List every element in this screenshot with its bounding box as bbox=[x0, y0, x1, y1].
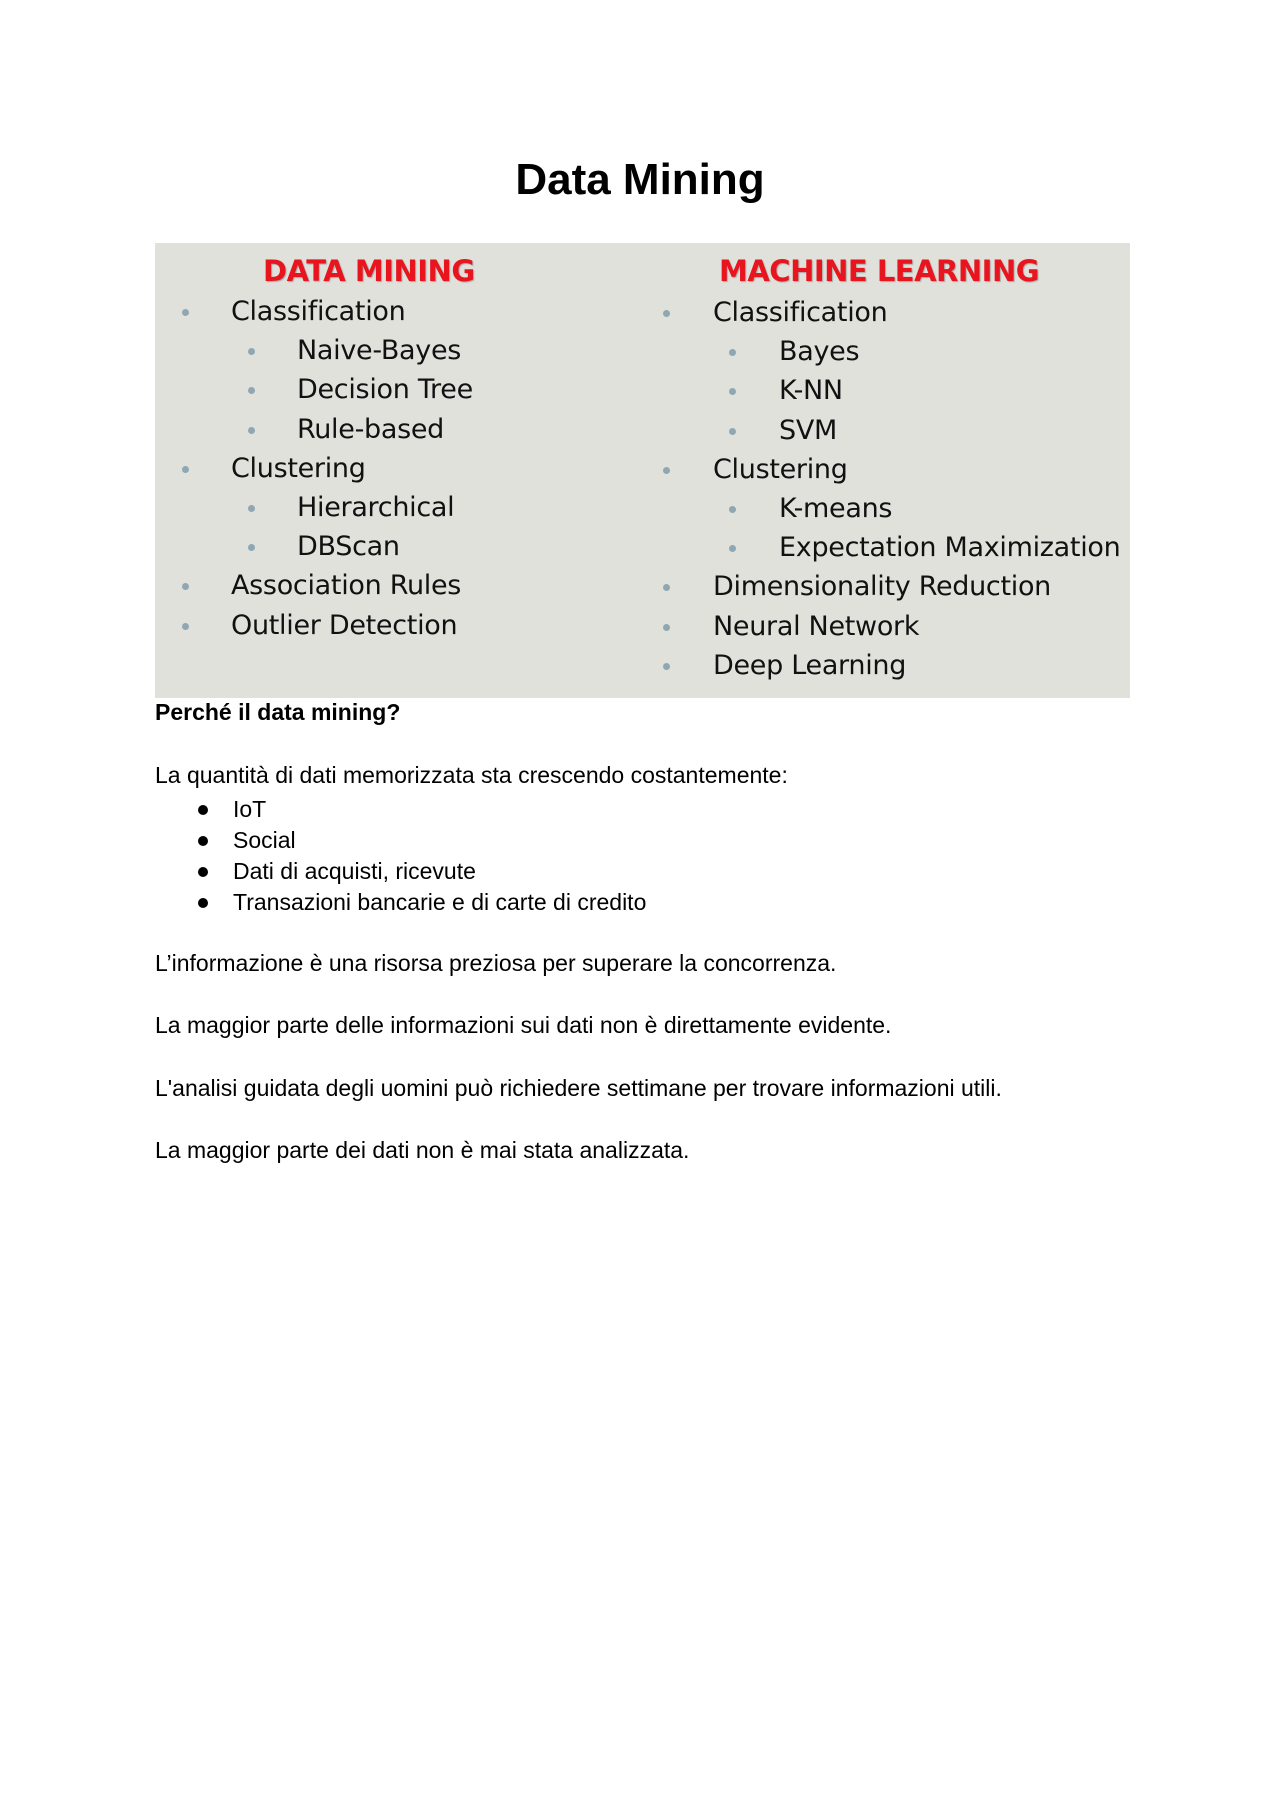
bullet-icon bbox=[248, 387, 255, 394]
list-item-label: Social bbox=[233, 827, 296, 853]
bullet-icon bbox=[248, 544, 255, 551]
data-mining-heading: DATA MINING bbox=[263, 254, 475, 288]
figure-list-item-label: Hierarchical bbox=[297, 492, 455, 523]
intro-paragraph: La quantità di dati memorizzata sta crescendo costantemente: bbox=[155, 762, 788, 788]
paragraph-2: La maggior parte delle informazioni sui dati non è direttamente evidente. bbox=[155, 1012, 892, 1038]
bullet-icon bbox=[663, 584, 670, 591]
bullet-icon bbox=[729, 428, 736, 435]
figure-list-item-label: Clustering bbox=[231, 452, 366, 484]
figure-list-item-label: Outlier Detection bbox=[231, 609, 458, 641]
bullet-icon bbox=[663, 663, 670, 670]
bullet-icon bbox=[663, 467, 670, 474]
figure-list-item-label: Association Rules bbox=[231, 570, 462, 602]
bullet-icon bbox=[198, 898, 208, 908]
figure-list-item-label: Neural Network bbox=[713, 610, 920, 642]
figure-list-item-label: SVM bbox=[779, 414, 838, 446]
figure-list-item-label: Classification bbox=[713, 297, 888, 328]
bullet-icon bbox=[198, 867, 208, 877]
figure-list-item-label: Classification bbox=[231, 296, 406, 327]
page-title: Data Mining bbox=[515, 155, 765, 204]
paragraph-4: La maggior parte dei dati non è mai stata analizzata. bbox=[155, 1137, 690, 1163]
bullet-icon bbox=[248, 348, 255, 355]
bullet-icon bbox=[248, 505, 255, 512]
figure-list-item-label: Dimensionality Reduction bbox=[713, 571, 1051, 603]
bullet-icon bbox=[198, 805, 208, 815]
figure-list-item-label: Rule-based bbox=[297, 413, 445, 445]
figure-list-item-label: DBScan bbox=[297, 531, 400, 563]
bullet-icon bbox=[182, 466, 189, 473]
figure-list-item-label: K-means bbox=[779, 493, 893, 524]
figure-list-item-label: K-NN bbox=[779, 375, 843, 407]
paragraph-1: L’informazione è una risorsa preziosa per superare la concorrenza. bbox=[155, 950, 837, 976]
figure-list-item-label: Expectation Maximization bbox=[779, 532, 1121, 564]
list-item-label: IoT bbox=[233, 796, 267, 822]
bullet-icon bbox=[729, 388, 736, 395]
paragraph-3: L'analisi guidata degli uomini può richiedere settimane per trovare informazioni utili. bbox=[155, 1075, 1002, 1101]
list-item-label: Dati di acquisti, ricevute bbox=[233, 858, 476, 884]
machine-learning-heading: MACHINE LEARNING bbox=[719, 254, 1040, 288]
bullet-icon bbox=[663, 624, 670, 631]
bullet-icon bbox=[248, 427, 255, 434]
figure-list-item-label: Deep Learning bbox=[713, 649, 907, 681]
bullet-icon bbox=[182, 309, 189, 316]
bullet-icon bbox=[663, 310, 670, 317]
bullet-icon bbox=[729, 506, 736, 513]
bullet-icon bbox=[198, 836, 208, 846]
bullet-icon bbox=[729, 545, 736, 552]
bullet-icon bbox=[729, 349, 736, 356]
list-item-label: Transazioni bancarie e di carte di credito bbox=[233, 889, 647, 915]
section-heading: Perché il data mining? bbox=[155, 699, 401, 725]
figure-list-item-label: Decision Tree bbox=[297, 374, 473, 406]
comparison-figure bbox=[155, 243, 1130, 698]
bullet-icon bbox=[182, 583, 189, 590]
figure-list-item-label: Bayes bbox=[779, 336, 860, 368]
figure-list-item-label: Naive-Bayes bbox=[297, 335, 462, 367]
bullet-icon bbox=[182, 623, 189, 630]
figure-list-item-label: Clustering bbox=[713, 453, 848, 485]
